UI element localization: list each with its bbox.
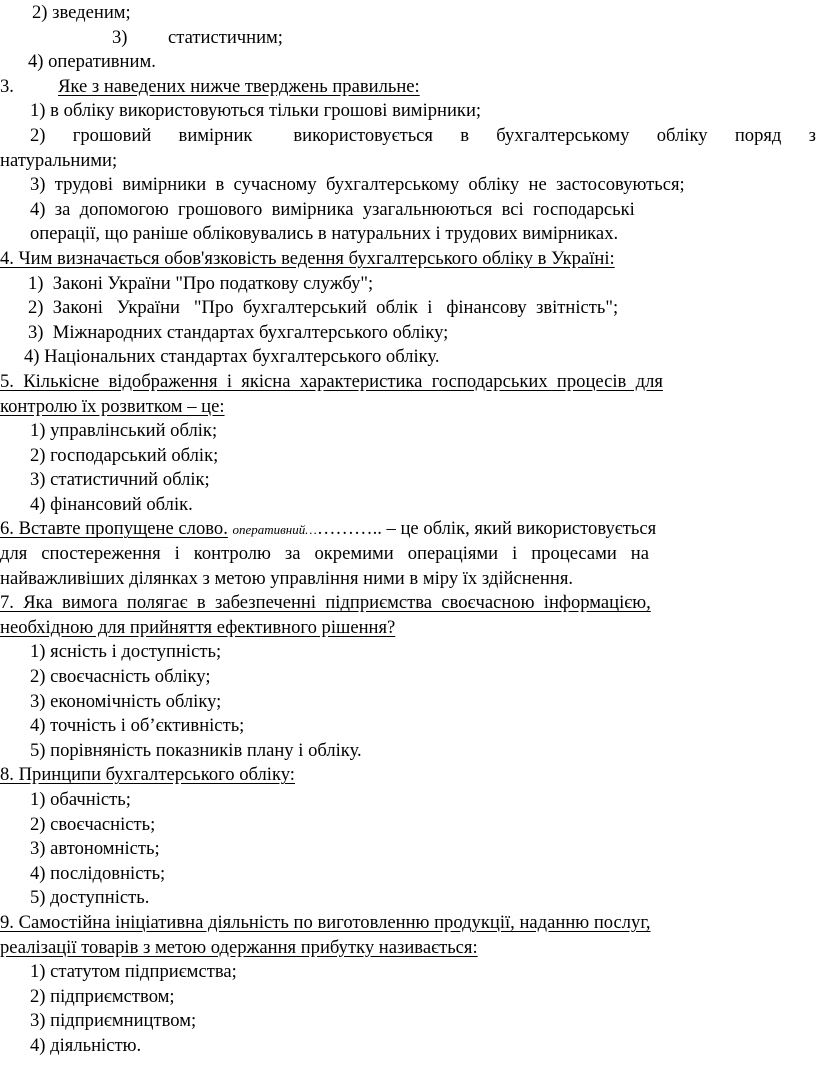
q5-option-4: 4) фінансовий облік. bbox=[30, 493, 193, 515]
q4-option-2: 2) Законі України "Про бухгалтерський облік і фінансову звітність"; bbox=[28, 297, 619, 319]
q7-option-3: 3) економічність обліку; bbox=[30, 690, 222, 712]
question-text: 4. Чим визначається обов'язковість ведення бухгалтерського обліку в Україні: bbox=[0, 247, 615, 269]
answer-text: оперативний… bbox=[232, 522, 317, 538]
q9-option-1: 1) статутом підприємства; bbox=[30, 961, 237, 983]
q8-option-3: 3) автономність; bbox=[30, 838, 160, 860]
q8-option-4: 4) послідовність; bbox=[30, 862, 166, 884]
q7-option-4: 4) точність і об’єктивність; bbox=[30, 715, 245, 737]
q7-option-5: 5) порівняність показників плану і обліку. bbox=[30, 739, 362, 761]
question-text: 8. Принципи бухгалтерського обліку: bbox=[0, 764, 295, 786]
question-text: 5. Кількісне відображення і якісна характеристика господарських процесів для bbox=[0, 370, 663, 392]
question-9-title-b bbox=[0, 936, 816, 961]
q7-option-1: 1) ясність і доступність; bbox=[30, 641, 222, 663]
question-num: 3. bbox=[0, 75, 14, 97]
option-4-prev: 4) оперативним. bbox=[28, 51, 156, 73]
question-text: контролю їх розвитком – це: bbox=[0, 395, 225, 417]
question-6-line-c: найважливіших ділянках з метою управління ними в міру їх здійснення. bbox=[0, 567, 574, 589]
question-6-line-a bbox=[0, 517, 816, 542]
question-6-line-b: для спостереження і контролю за окремими операціями і процесами на bbox=[0, 543, 650, 565]
q5-option-3: 3) статистичний облік; bbox=[30, 469, 210, 491]
question-text: 7. Яка вимога полягає в забезпеченні підприємства своєчасною інформацією, bbox=[0, 592, 651, 614]
question-7-title-b bbox=[0, 616, 816, 641]
question-text: 6. Вставте пропущене слово. bbox=[0, 518, 228, 540]
q9-option-2: 2) підприємством; bbox=[30, 985, 175, 1007]
question-text: 9. Самостійна ініціативна діяльність по виготовленню продукції, наданню послуг, bbox=[0, 911, 651, 933]
q3-option-4-a: 4) за допомогою грошового вимірника узагальнюються всі господарські bbox=[30, 198, 635, 220]
q3-option-2-a: 2) грошовий вимірник використовується в бухгалтерському обліку поряд з bbox=[30, 124, 816, 146]
question-5-title-a bbox=[0, 370, 816, 395]
q4-option-4: 4) Національних стандартах бухгалтерського обліку. bbox=[24, 346, 440, 368]
q7-option-2: 2) своєчасність обліку; bbox=[30, 666, 211, 688]
option-2-prev: 2) зведеним; bbox=[32, 2, 131, 23]
question-text: реалізації товарів з метою одержання прибутку називається: bbox=[0, 936, 478, 958]
q9-option-4: 4) діяльністю. bbox=[30, 1034, 142, 1056]
question-5-title-b bbox=[0, 395, 816, 420]
question-3-title bbox=[0, 75, 816, 100]
q3-option-4-b: операції, що раніше обліковувались в натуральних і трудових вимірниках. bbox=[30, 223, 619, 245]
question-text-rest: ……….. – це облік, який використовується bbox=[316, 518, 657, 540]
q3-option-2-b: натуральними; bbox=[0, 149, 118, 171]
question-text: необхідною для прийняття ефективного рішення? bbox=[0, 616, 396, 638]
question-9-title-a bbox=[0, 911, 816, 936]
question-7-title-a bbox=[0, 591, 816, 616]
question-8-title bbox=[0, 763, 816, 788]
option-num: 3) bbox=[112, 26, 128, 48]
option-3-prev bbox=[0, 26, 816, 51]
document-page bbox=[0, 1, 816, 1059]
option-text: статистичним; bbox=[168, 26, 283, 48]
q5-option-1: 1) управлінський облік; bbox=[30, 420, 218, 442]
q5-option-2: 2) господарський облік; bbox=[30, 444, 219, 466]
q4-option-3: 3) Міжнародних стандартах бухгалтерського обліку; bbox=[28, 321, 449, 343]
q8-option-2: 2) своєчасність; bbox=[30, 813, 156, 835]
q3-option-3: 3) трудові вимірники в сучасному бухгалтерському обліку не застосовуються; bbox=[30, 174, 685, 196]
q8-option-5: 5) доступність. bbox=[30, 887, 150, 909]
q3-option-1: 1) в обліку використовуються тільки грошові вимірники; bbox=[30, 100, 482, 122]
question-text: Яке з наведених нижче тверджень правильне: bbox=[58, 75, 420, 97]
q4-option-1: 1) Законі України "Про податкову службу"; bbox=[28, 272, 374, 294]
q9-option-3: 3) підприємництвом; bbox=[30, 1010, 197, 1032]
question-4-title bbox=[0, 247, 816, 272]
q8-option-1: 1) обачність; bbox=[30, 789, 131, 810]
